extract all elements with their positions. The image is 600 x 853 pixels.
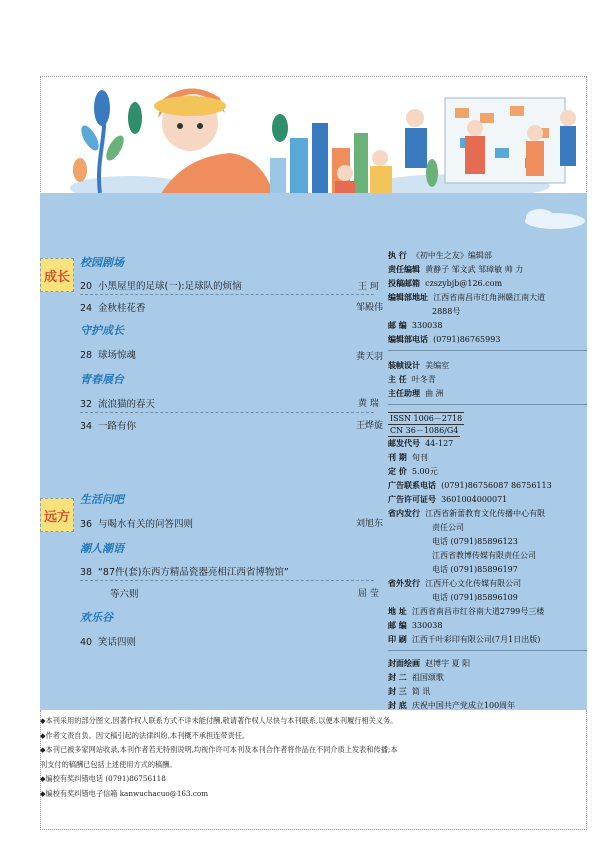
masthead-row: 邮发代号 44-127 <box>388 439 454 448</box>
issn: ISSN 1006－2718 <box>390 414 463 423</box>
masthead-row: 地 址 江西省南昌市红谷南大道2799号三楼 <box>388 607 545 616</box>
category-heading: 欢乐谷 <box>80 611 113 624</box>
note-line: ◆作者文责自负。因文稿引起的法律纠纷,本刊概不承担连带责任。 <box>40 730 250 740</box>
masthead-row: 编辑部电话 (0791)86765993 <box>388 335 501 344</box>
masthead-row: 刊 期 旬刊 <box>388 453 428 462</box>
note-line: ◆编校有奖纠错电话 (0791)86756118 <box>40 774 166 783</box>
masthead-row: 投稿邮箱 czszybjb@126.com <box>388 279 503 288</box>
divider <box>80 580 374 581</box>
toc-author: 龚天羽 <box>356 352 384 362</box>
masthead-row: 责任编辑 黄静子 邹文武 邹璋敏 帅 力 <box>388 265 524 274</box>
notes <box>40 714 587 801</box>
category-heading: 校园剧场 <box>80 256 124 269</box>
divider <box>80 294 374 295</box>
section-tag-distance: 远方 <box>40 498 74 532</box>
category-heading: 守护成长 <box>80 324 124 337</box>
masthead-row: 封 三 简 讯 <box>388 687 431 696</box>
masthead-row: 电话 (0791)85896197 <box>432 565 518 574</box>
section-tag-growth: 成长 <box>40 258 74 292</box>
toc-item[interactable]: 24 金秋桂花香 <box>80 303 146 314</box>
masthead-row: 印 刷 江西千叶彩印有限公司(7月1日出版) <box>388 635 541 644</box>
table-of-contents <box>40 226 385 710</box>
category-heading: 生活问吧 <box>80 493 124 506</box>
note-line: ◆本刊采用的部分图文,因著作权人联系方式不详未能付酬,敬请著作权人尽快与本刊联系,以便本刊履行相关义务。 <box>40 716 398 725</box>
cn-number: CN 36－1086/G4 <box>390 426 459 435</box>
toc-item[interactable]: 32 流浪猫的春天 <box>80 399 156 410</box>
masthead-row: 邮 编 330038 <box>388 321 443 330</box>
masthead-row: 编辑部地址 江西省南昌市红角洲赣江南大道 <box>388 293 546 302</box>
toc-item-continued: 等六则 <box>110 589 139 600</box>
toc-item[interactable]: 40 笑话四则 <box>80 637 137 648</box>
divider <box>388 650 587 651</box>
masthead-row: 电话 (0791)85896123 <box>432 537 518 546</box>
note-line: ◆本刊已被多家网站收录,本刊作者若无特别说明,均视作许可本刊及本刊合作者将作品在不同介质上发表和传播;本 <box>40 745 398 754</box>
category-heading: 青春展台 <box>80 373 124 386</box>
toc-author: 邹殿伟 <box>356 303 384 313</box>
toc-item[interactable]: 28 球场惊魂 <box>80 350 137 361</box>
masthead-row: 主任助理 曲 洲 <box>388 389 444 398</box>
toc-item[interactable]: 38 “87件(套)东西方精品瓷器亮相江西省博物馆” <box>80 567 289 578</box>
top-border <box>40 76 587 77</box>
masthead-row: 广告联系电话 (0791)86756087 86756113 <box>388 481 552 490</box>
masthead-row: 执 行 《初中生之友》编辑部 <box>388 251 492 260</box>
masthead-row: 责任公司 <box>432 523 464 532</box>
divider <box>388 404 587 405</box>
note-line: ◆编校有奖纠错电子信箱 kanwuchacuo@163.com <box>40 788 209 798</box>
category-heading: 潮人潮语 <box>80 542 124 555</box>
masthead-row: 主 任 叶冬青 <box>388 375 436 384</box>
toc-item[interactable]: 20 小黑屋里的足球(一):足球队的烦恼 <box>80 281 242 292</box>
masthead-row: 装帧设计 美编室 <box>388 361 450 370</box>
masthead-row: 省外发行 江西开心文化传媒有限公司 <box>388 579 522 588</box>
toc-item[interactable]: 36 与喝水有关的问答四则 <box>80 519 194 530</box>
masthead-row: 封 底 庆祝中国共产党成立100周年 <box>388 701 516 710</box>
masthead-row: 封面绘画 赵博宇 夏 阳 <box>388 659 471 668</box>
toc-item[interactable]: 34 一路有你 <box>80 421 137 432</box>
masthead-row: 封 二 祖国颂歌 <box>388 673 444 682</box>
masthead-row: 省内发行 江西省新蕾教育文化传播中心有限 <box>388 509 546 518</box>
toc-author: 刘旭东 <box>356 519 384 529</box>
masthead <box>388 246 587 710</box>
masthead-row: 2888号 <box>432 307 461 316</box>
masthead-row: 邮 编 330038 <box>388 621 443 630</box>
masthead-row: 广告许可证号 3601004000071 <box>388 495 508 504</box>
masthead-row: 定 价 5.00元 <box>388 467 438 476</box>
divider <box>80 412 374 413</box>
toc-author: 王 珂 <box>358 282 379 292</box>
divider <box>388 350 587 351</box>
toc-author: 王烨旋 <box>356 421 384 431</box>
note-line: 刊支付的稿酬已包括上述使用方式的稿酬。 <box>40 759 177 769</box>
masthead-row: 电话 (0791)85896109 <box>432 593 518 602</box>
masthead-row: 江西省教博传媒有限责任公司 <box>432 551 536 560</box>
toc-author: 屈 莹 <box>358 589 379 599</box>
toc-author: 黄 瑞 <box>358 399 379 409</box>
